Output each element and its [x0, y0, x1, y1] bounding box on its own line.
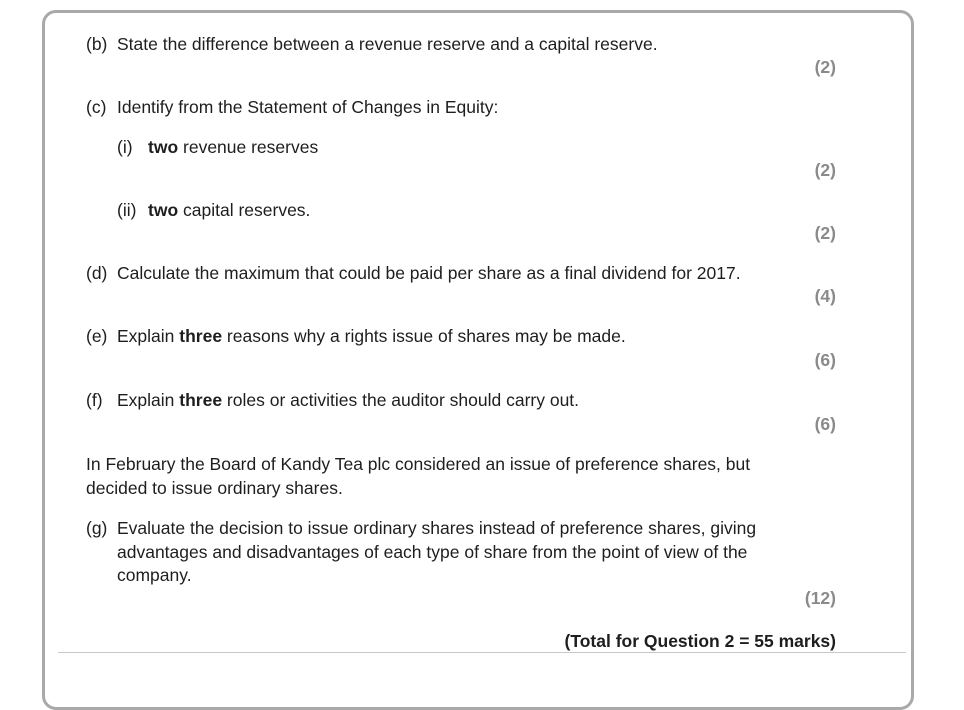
question-f-marks: (6) [814, 414, 836, 434]
question-d-text: Calculate the maximum that could be paid per share as a final dividend for 2017. [117, 263, 741, 283]
question-d-label: (d) [86, 263, 108, 283]
question-c-ii-emphasis: two [148, 200, 179, 220]
question-e-text [117, 325, 626, 348]
question-f-emphasis: three [179, 390, 223, 410]
question-e-post: reasons why a rights issue of shares may be made. [222, 326, 626, 346]
question-c-i-rest: revenue reserves [178, 137, 319, 157]
question-c-i-label: (i) [117, 137, 133, 157]
question-b-marks: (2) [814, 57, 836, 77]
question-f-post: roles or activities the auditor should carry out. [222, 390, 580, 410]
question-b-label: (b) [86, 34, 108, 54]
question-b-text: State the difference between a revenue reserve and a capital reserve. [117, 34, 658, 54]
question-g-line-1: Evaluate the decision to issue ordinary shares instead of preference shares, giving [117, 518, 757, 538]
question-e-pre: Explain [117, 326, 180, 346]
question-c-i-emphasis: two [148, 137, 179, 157]
context-line-2: decided to issue ordinary shares. [86, 478, 343, 498]
question-g-line-3: company. [117, 565, 192, 585]
question-c-ii-text [148, 199, 310, 222]
question-total: (Total for Question 2 = 55 marks) [564, 631, 836, 651]
bottom-divider [58, 652, 906, 653]
question-g-line-2: advantages and disadvantages of each type of share from the point of view of the [117, 542, 748, 562]
question-e-marks: (6) [814, 350, 836, 370]
question-f-label: (f) [86, 390, 103, 410]
question-f-text [117, 389, 579, 412]
question-e-emphasis: three [179, 326, 223, 346]
question-c-ii-label: (ii) [117, 200, 137, 220]
question-c-ii-marks: (2) [814, 223, 836, 243]
question-e-label: (e) [86, 326, 108, 346]
question-g-marks: (12) [804, 588, 836, 608]
question-g-label: (g) [86, 518, 108, 538]
question-c-i-marks: (2) [814, 160, 836, 180]
question-d-marks: (4) [814, 286, 836, 306]
question-c-ii-rest: capital reserves. [178, 200, 311, 220]
context-line-1: In February the Board of Kandy Tea plc considered an issue of preference shares, but [86, 454, 751, 474]
question-f-pre: Explain [117, 390, 180, 410]
question-c-label: (c) [86, 97, 107, 117]
question-c-i-text [148, 136, 318, 159]
question-c-text: Identify from the Statement of Changes in Equity: [117, 97, 499, 117]
